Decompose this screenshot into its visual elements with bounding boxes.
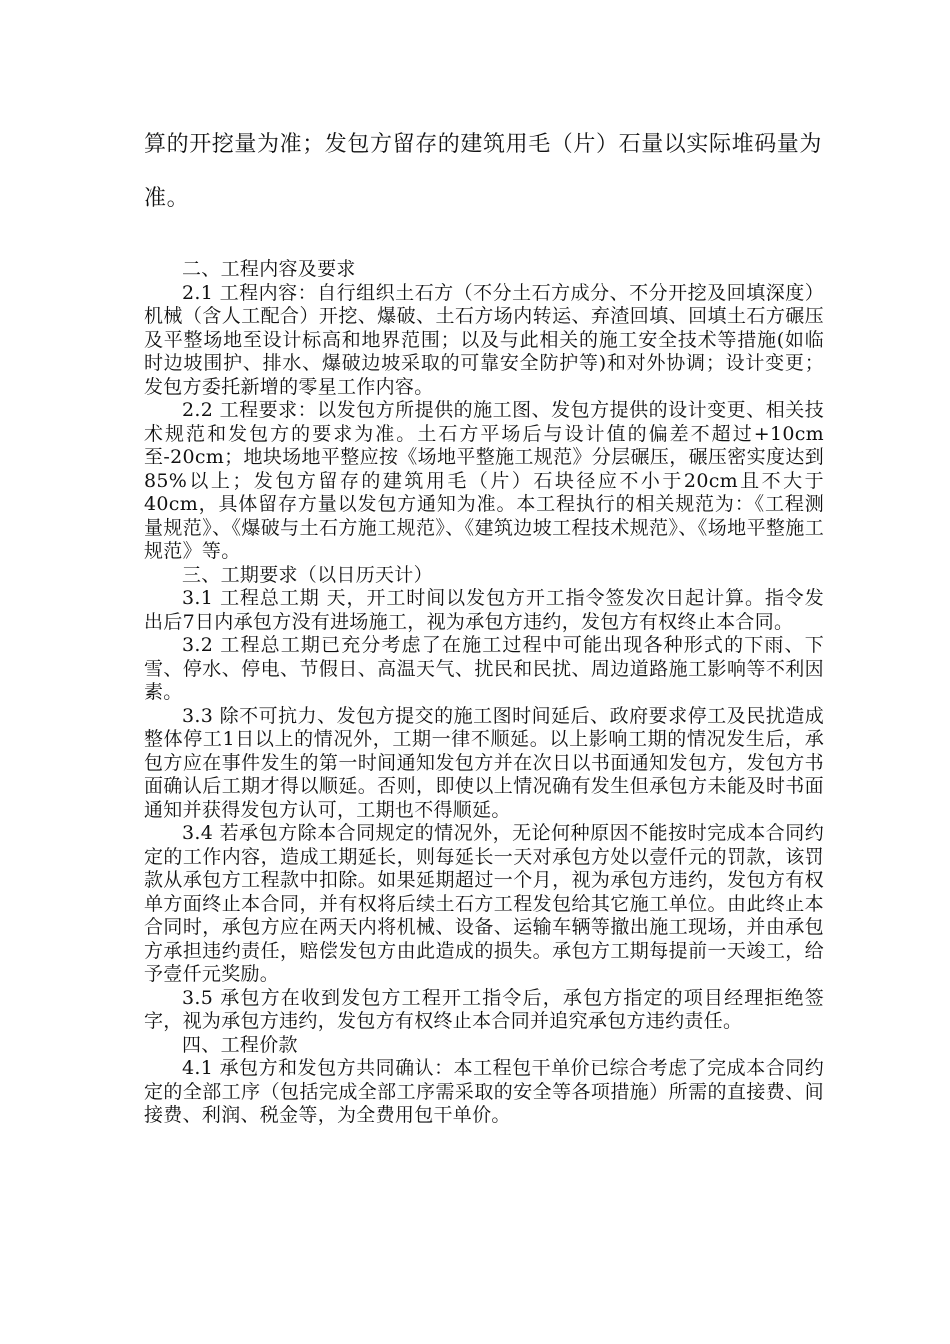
section-heading-3: 三、工期要求（以日历天计） (182, 563, 433, 586)
section-heading-2: 二、工程内容及要求 (182, 258, 356, 280)
clause-4-1: 4.1 承包方和发包方共同确认：本工程包干单价已综合考虑了完成本合同约定的全部工序（包括完成全部工序需采取的安全等各项措施）所需的直接费、间接费、利润、税金等，为全费用包干单价。 (144, 1057, 824, 1126)
section-heading-4: 四、工程价款 (182, 1033, 298, 1056)
clause-2-2: 2.2 工程要求：以发包方所提供的施工图、发包方提供的设计变更、相关技术规范和发包方的要求为准。土石方平场后与设计值的偏差不超过+10cm至-20cm；地块场地平整应按《场地平整施工规范》分层碾压，碾压密实度达到85%以上；发包方留存的建筑用毛（片）石块径应不小于20cm且不大于40cm，具体留存方量以发包方通知为准。本工程执行的相关规范为：《工程测量规范》、《爆破与土石方施工规范》、《建筑边坡工程技术规范》、《场地平整施工规范》等。 (144, 399, 824, 562)
clause-3-2: 3.2 工程总工期已充分考虑了在施工过程中可能出现各种形式的下雨、下雪、停水、停电、节假日、高温天气、扰民和民扰、周边道路施工影响等不利因素。 (144, 634, 824, 703)
clause-2-1: 2.1 工程内容：自行组织土石方（不分土石方成分、不分开挖及回填深度）机械（含人工配合）开挖、爆破、土石方场内转运、弃渣回填、回填土石方碾压及平整场地至设计标高和地界范围；以及与此相关的施工安全技术等措施(如临时边坡围护、排水、爆破边坡采取的可靠安全防护等)和对外协调；设计变更；发包方委托新增的零星工作内容。 (144, 281, 824, 398)
clause-3-4: 3.4 若承包方除本合同规定的情况外，无论何种原因不能按时完成本合同约定的工作内容，造成工期延长，则每延长一天对承包方处以壹仟元的罚款，该罚款从承包方工程款中扣除。如果延期超过一个月，视为承包方违约，发包方有权单方面终止本合同，并有权将后续土石方工程发包给其它施工单位。由此终止本合同时，承包方应在两天内将机械、设备、运输车辆等撤出施工现场，并由承包方承担违约责任，赔偿发包方由此造成的损失。承包方工期每提前一天竣工，给予壹仟元奖励。 (144, 822, 824, 985)
clause-3-3: 3.3 除不可抗力、发包方提交的施工图时间延后、政府要求停工及民扰造成整体停工1日以上的情况外，工期一律不顺延。以上影响工期的情况发生后，承包方应在事件发生的第一时间通知发包方并在次日以书面通知发包方，发包方书面确认后工期才得以顺延。否则，即使以上情况确有发生但承包方未能及时书面通知并获得发包方认可，工期也不得顺延。 (144, 704, 824, 821)
clause-3-1: 3.1 工程总工期 天，开工时间以发包方开工指令签发次日起计算。指令发出后7日内承包方没有进场施工，视为承包方违约，发包方有权终止本合同。 (144, 587, 824, 633)
document-body (144, 118, 824, 1128)
continued-paragraph: 算的开挖量为准；发包方留存的建筑用毛（片）石量以实际堆码量为准。 (144, 132, 823, 211)
clause-3-5: 3.5 承包方在收到发包方工程开工指令后，承包方指定的项目经理拒绝签字，视为承包方违约，发包方有权终止本合同并追究承包方违约责任。 (144, 986, 824, 1032)
